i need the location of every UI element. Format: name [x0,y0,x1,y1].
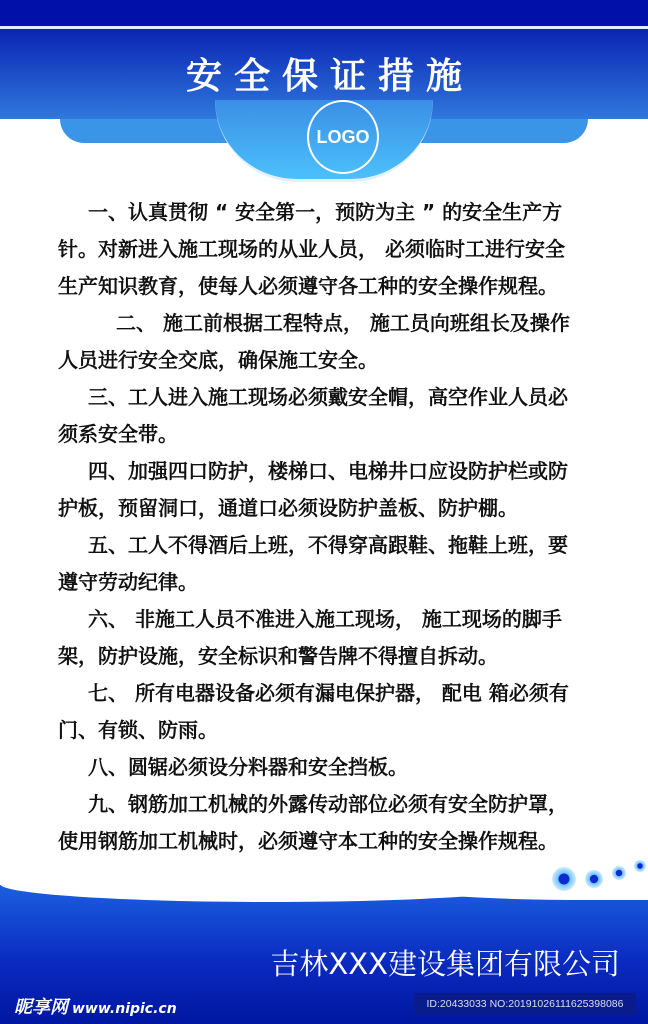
paragraph-line: 七、 所有电器设备必须有漏电保护器， 配电 箱必须有 [88,681,569,705]
top-bar [0,0,648,26]
paragraph-line: 门、有锁、防雨。 [58,718,218,742]
paragraph-line: 使用钢筋加工机械时，必须遵守本工种的安全操作规程。 [58,829,558,853]
paragraph-line: 六、 非施工人员不准进入施工现场， 施工现场的脚手 [88,607,562,631]
paragraph-line: 五、工人不得酒后上班，不得穿高跟鞋、拖鞋上班，要 [88,533,568,557]
decor-dot-icon [634,860,646,872]
measures-list [58,194,618,860]
paragraph-line: 生产知识教育，使每人必须遵守各工种的安全操作规程。 [58,274,558,298]
image-id: ID:20433033 NO:20191026111625398086 [414,993,636,1015]
paragraph-line: 三、工人进入施工现场必须戴安全帽，高空作业人员必 [88,385,568,409]
paragraph-line: 四、加强四口防护，楼梯口、电梯井口应设防护栏或防 [88,459,568,483]
paragraph-line: 架，防护设施，安全标识和警告牌不得擅自拆动。 [58,644,498,668]
paragraph-line: 九、钢筋加工机械的外露传动部位必须有安全防护罩， [88,792,568,816]
watermark-url: www.nipic.cn [72,1001,177,1017]
paragraph-line: 遵守劳动纪律。 [58,570,198,594]
paragraph-line: 人员进行安全交底，确保施工安全。 [58,348,378,372]
paragraph-line: 一、认真贯彻 “ 安全第一，预防为主 ” 的安全生产方 [88,200,563,224]
paragraph-line: 针。对新进入施工现场的从业人员， 必须临时工进行安全 [58,237,565,261]
decor-dot-icon [585,870,603,888]
decor-dot-icon [552,867,576,891]
paragraph-line: 护板，预留洞口，通道口必须设防护盖板、防护棚。 [58,496,518,520]
watermark-brand: 昵享网 [14,997,68,1018]
page-title: 安全保证措施 [185,56,474,97]
paragraph-line: 二、 施工前根据工程特点， 施工员向班组长及操作 [116,311,570,335]
paragraph-line: 须系安全带。 [58,422,178,446]
watermark [14,993,177,1019]
logo: LOGO [307,100,379,174]
paragraph-line: 八、圆锯必须设分料器和安全挡板。 [88,755,408,779]
decor-dot-icon [612,866,626,880]
company-name: 吉林XXX建设集团有限公司 [270,947,620,981]
